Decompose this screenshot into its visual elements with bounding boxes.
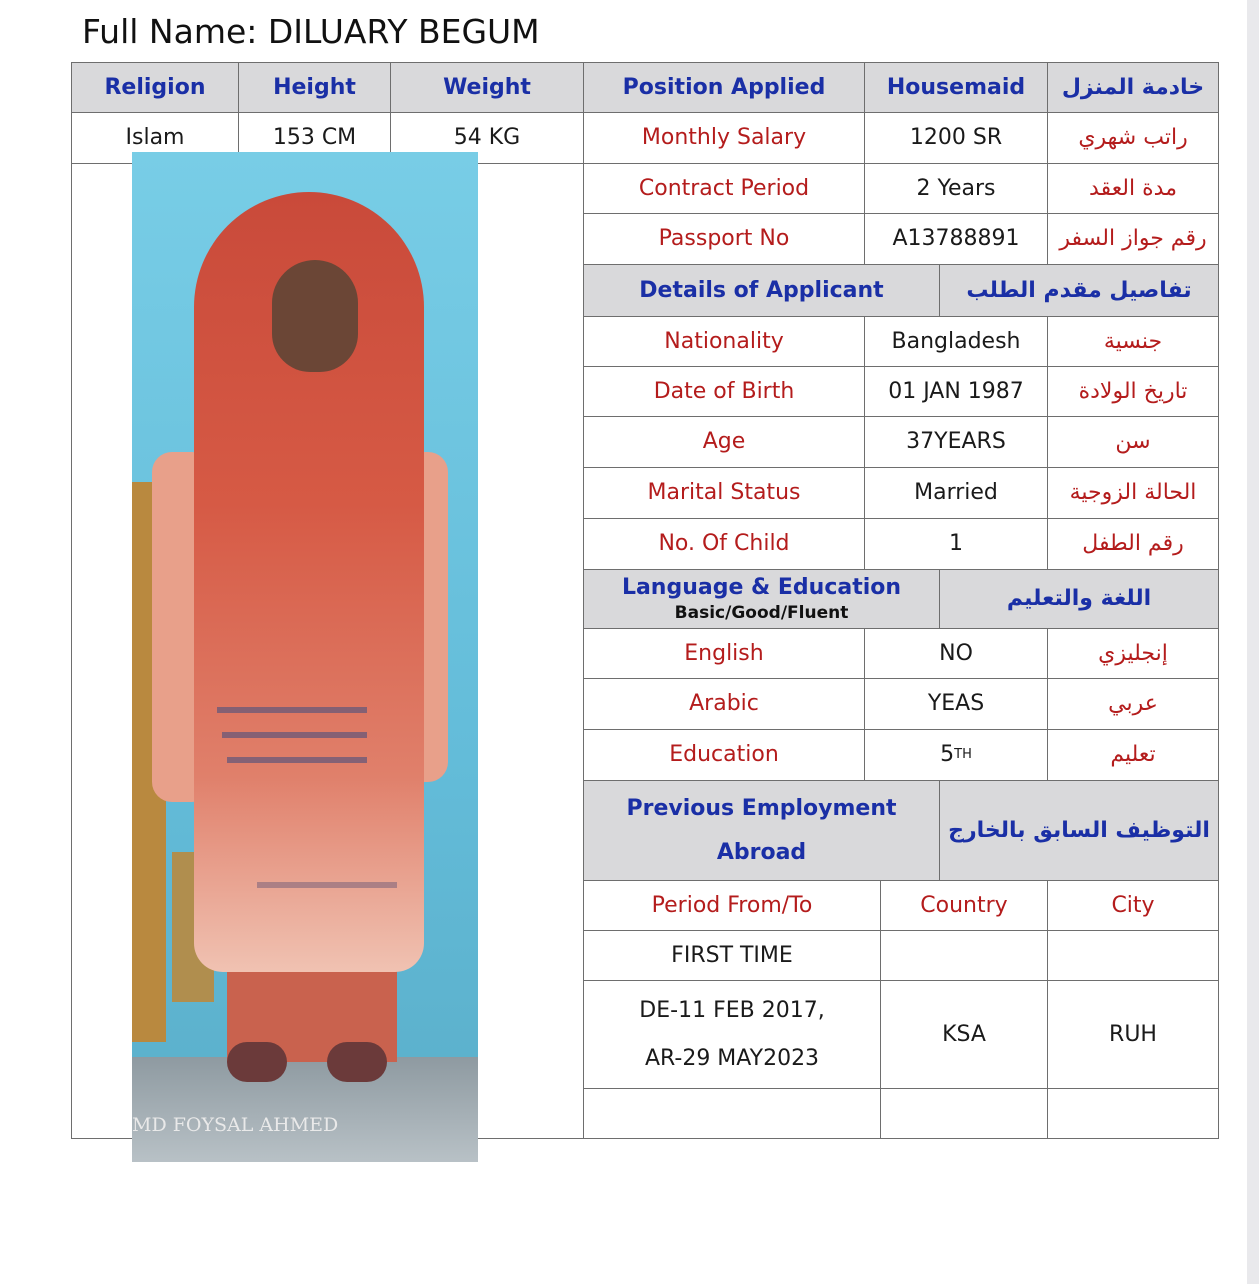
arabic-arabic: عربي: [1047, 678, 1219, 730]
age-label: Age: [583, 416, 865, 468]
photo-scarf-stripe: [217, 707, 367, 713]
language-section-arabic: اللغة والتعليم: [939, 569, 1219, 629]
marital-status-arabic: الحالة الزوجية: [1047, 467, 1219, 519]
language-section-label: Language & Education: [621, 574, 902, 600]
details-section-title: Details of Applicant: [583, 264, 940, 317]
english-label: English: [583, 628, 865, 679]
photo-foot-right: [327, 1042, 387, 1082]
city-header: City: [1047, 880, 1219, 931]
employment-section-title: [583, 780, 940, 881]
monthly-salary-value: 1200 SR: [864, 112, 1048, 164]
weight-header: Weight: [390, 62, 584, 113]
english-arabic: إنجليزي: [1047, 628, 1219, 679]
employment-row-city: RUH: [1047, 980, 1219, 1089]
employment-empty-period: [583, 1088, 881, 1139]
age-arabic: سن: [1047, 416, 1219, 468]
photo-face: [272, 260, 358, 372]
period-arrival: AR-29 MAY2023: [644, 1045, 820, 1071]
religion-value: Islam: [71, 112, 239, 164]
weight-value: 54 KG: [390, 112, 584, 164]
employment-section-line1: Previous Employment: [626, 796, 897, 822]
marital-status-label: Marital Status: [583, 467, 865, 519]
applicant-photo: [132, 152, 478, 1162]
employment-row-country: KSA: [880, 980, 1048, 1089]
nationality-value: Bangladesh: [864, 316, 1048, 367]
nationality-arabic: جنسية: [1047, 316, 1219, 367]
no-of-child-label: No. Of Child: [583, 518, 865, 570]
photo-scarf-stripe: [257, 882, 397, 888]
no-of-child-value: 1: [864, 518, 1048, 570]
photo-floor: [132, 1057, 478, 1162]
arabic-label: Arabic: [583, 678, 865, 730]
passport-no-value: A13788891: [864, 213, 1048, 265]
position-applied-label: Position Applied: [583, 62, 865, 113]
arabic-value: YEAS: [864, 678, 1048, 730]
employment-empty-city: [1047, 1088, 1219, 1139]
page-title: Full Name: DILUARY BEGUM: [82, 12, 540, 51]
education-suffix: TH: [954, 746, 972, 762]
education-value: [864, 729, 1048, 781]
country-header: Country: [880, 880, 1048, 931]
marital-status-value: Married: [864, 467, 1048, 519]
age-value: 37YEARS: [864, 416, 1048, 468]
photo-foot-left: [227, 1042, 287, 1082]
passport-no-label: Passport No: [583, 213, 865, 265]
page-edge: [1247, 0, 1259, 1284]
passport-no-arabic: رقم جواز السفر: [1047, 213, 1219, 265]
date-of-birth-arabic: تاريخ الولادة: [1047, 366, 1219, 417]
language-section-title: [583, 569, 940, 629]
contract-period-arabic: مدة العقد: [1047, 163, 1219, 214]
employment-row-city: [1047, 930, 1219, 981]
employment-empty-country: [880, 1088, 1048, 1139]
period-header: Period From/To: [583, 880, 881, 931]
employment-section-line2: Abroad: [716, 839, 807, 865]
position-arabic-label: خادمة المنزل: [1047, 62, 1219, 113]
contract-period-value: 2 Years: [864, 163, 1048, 214]
employment-row-country: [880, 930, 1048, 981]
religion-header: Religion: [71, 62, 239, 113]
height-header: Height: [238, 62, 391, 113]
nationality-label: Nationality: [583, 316, 865, 367]
position-value: Housemaid: [864, 62, 1048, 113]
employment-section-arabic: التوظيف السابق بالخارج: [939, 780, 1219, 881]
details-section-arabic: تفاصيل مقدم الطلب: [939, 264, 1219, 317]
education-label: Education: [583, 729, 865, 781]
no-of-child-arabic: رقم الطفل: [1047, 518, 1219, 570]
education-arabic: تعليم: [1047, 729, 1219, 781]
height-value: 153 CM: [238, 112, 391, 164]
photo-scarf-stripe: [227, 757, 367, 763]
period-departure: DE-11 FEB 2017,: [639, 998, 825, 1024]
employment-row-period: FIRST TIME: [583, 930, 881, 981]
contract-period-label: Contract Period: [583, 163, 865, 214]
date-of-birth-label: Date of Birth: [583, 366, 865, 417]
english-value: NO: [864, 628, 1048, 679]
photo-scarf-stripe: [222, 732, 367, 738]
education-level: 5: [940, 742, 955, 768]
language-section-scale: Basic/Good/Fluent: [674, 602, 849, 623]
monthly-salary-arabic: راتب شهري: [1047, 112, 1219, 164]
date-of-birth-value: 01 JAN 1987: [864, 366, 1048, 417]
photo-watermark: MD FOYSAL AHMED: [132, 1114, 339, 1136]
employment-row-period: [583, 980, 881, 1089]
monthly-salary-label: Monthly Salary: [583, 112, 865, 164]
